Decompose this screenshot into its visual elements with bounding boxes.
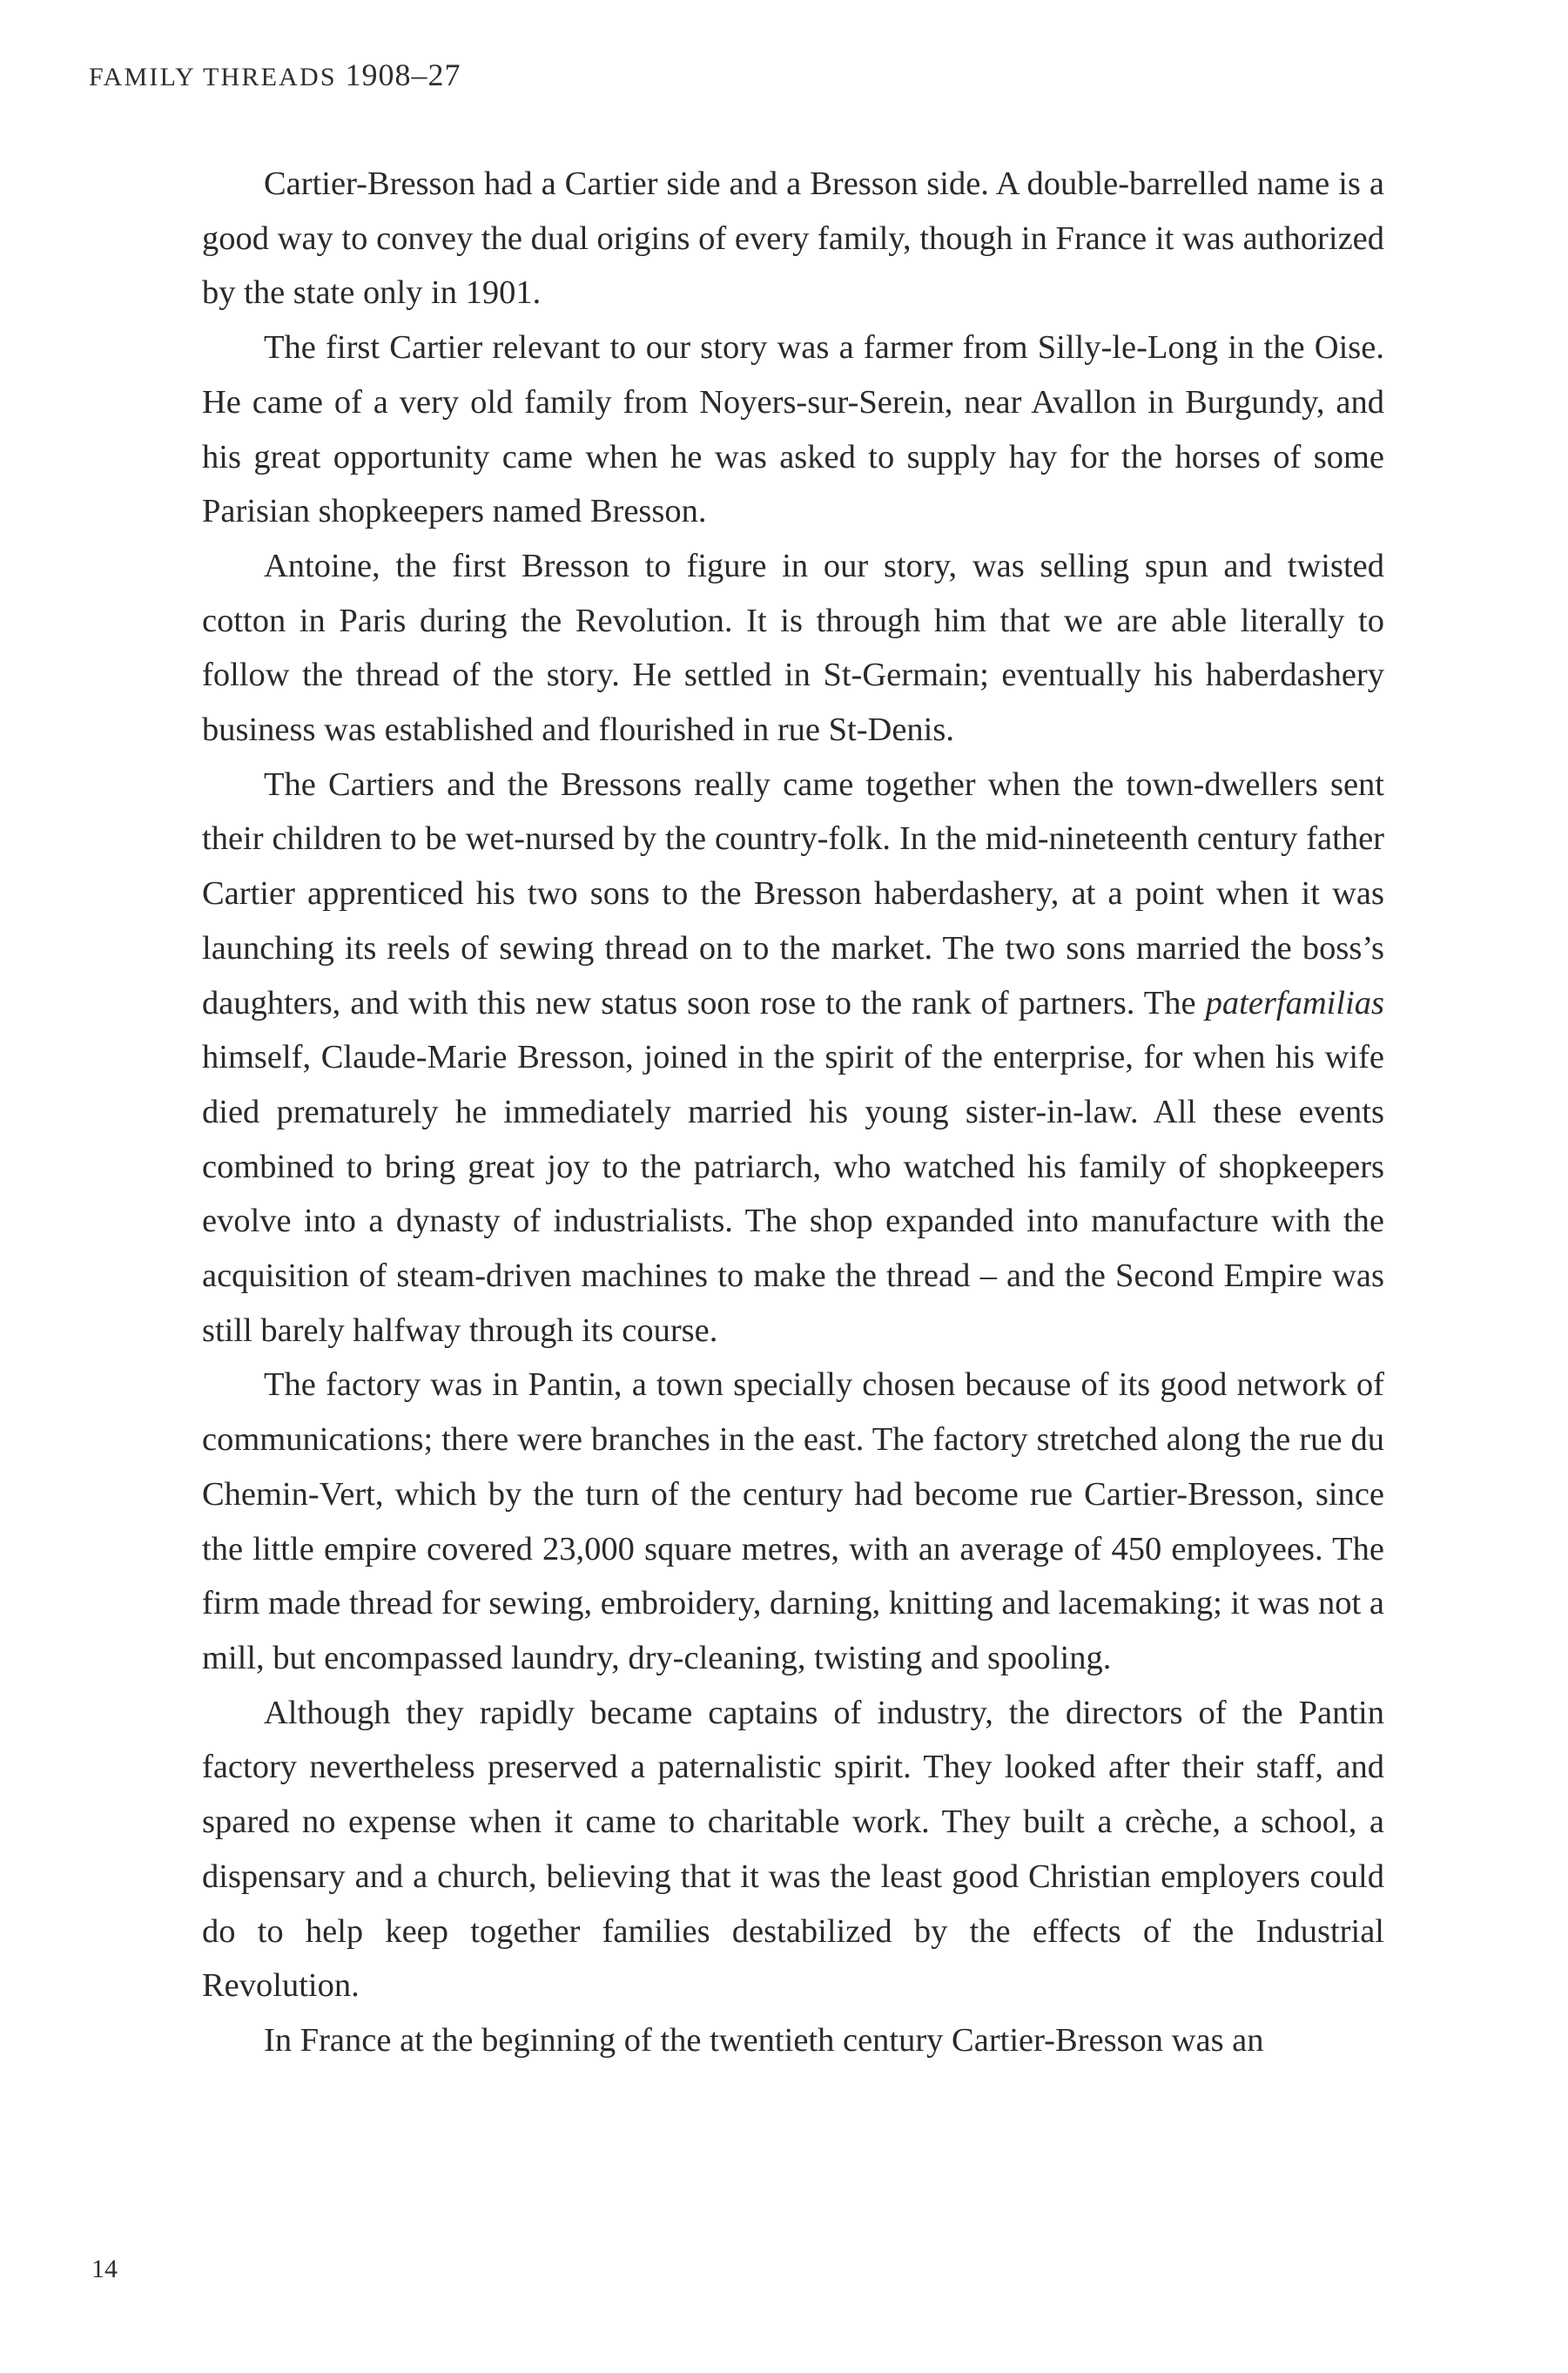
running-head-title: FAMILY THREADS	[89, 63, 337, 91]
running-head	[89, 59, 461, 93]
paragraph-5: The factory was in Pantin, a town specially chosen because of its good network of communications; there were branches in the east. The factory stretched along the rue du Chemin-Vert, which by the turn of the century had become rue Cartier-Bresson, since the little empire covered 23,000 square metres, with an average of 450 employees. The firm made thread for sewing, embroidery, darning, knitting and lacemaking; it was not a mill, but encompassed laundry, dry-cleaning, twisting and spooling.	[202, 1366, 1384, 1676]
italic-term: paterfamilias	[1205, 984, 1384, 1021]
paragraph-3: Antoine, the first Bresson to figure in our story, was selling spun and twisted cotton in Paris during the Revolution. It is through him that we are able literally to follow the thread of the story. He settled in St-Germain; eventually his haberdashery business was established and flourished in rue St-Denis.	[202, 547, 1384, 749]
paragraph-2: The first Cartier relevant to our story was a farmer from Silly-le-Long in the Oise. He came of a very old family from Noyers-sur-Serein, near Avallon in Burgundy, and his great opportunity came when he was asked to supply hay for the horses of some Parisian shopkeepers named Bresson.	[202, 329, 1384, 530]
paragraph-4-part-2: himself, Claude-Marie Bresson, joined in the spirit of the enterprise, for when his wife died prematurely he immediately married his young sister-in-law. All these events combined to bring great joy to the patriarch, who watched his family of shopkeepers evolve into a dynasty of industrialists. The shop expanded into manufacture with the acquisition of steam-driven machines to make the thread – and the Second Empire was still barely halfway through its course.	[202, 1039, 1384, 1349]
body-text	[202, 157, 1384, 2068]
running-head-years: 1908–27	[345, 57, 461, 92]
paragraph-7: In France at the beginning of the twentieth century Cartier-Bresson was an	[264, 2021, 1264, 2059]
paragraph-4	[202, 758, 1384, 1358]
paragraph-6: Although they rapidly became captains of industry, the directors of the Pantin factory nevertheless preserved a paternalistic spirit. They looked after their staff, and spared no expense when it came to charitable work. They built a crèche, a school, a dispensary and a church, believing that it was the least good Christian employers could do to help keep together families destabilized by the effects of the Industrial Revolution.	[202, 1694, 1384, 2005]
paragraph-4-part-1: The Cartiers and the Bressons really came together when the town-dwellers sent their children to be wet-nursed by the country-folk. In the mid-nineteenth century father Cartier apprenticed his two sons to the Bresson haberdashery, at a point when it was launching its reels of sewing thread on to the market. The two sons married the boss’s daughters, and with this new status soon rose to the rank of partners. The	[202, 765, 1384, 1021]
paragraph-1: Cartier-Bresson had a Cartier side and a Bresson side. A double-barrelled name is a good way to convey the dual origins of every family, though in France it was authorized by the state only in 1901.	[202, 165, 1384, 312]
page-number: 14	[91, 2255, 118, 2283]
